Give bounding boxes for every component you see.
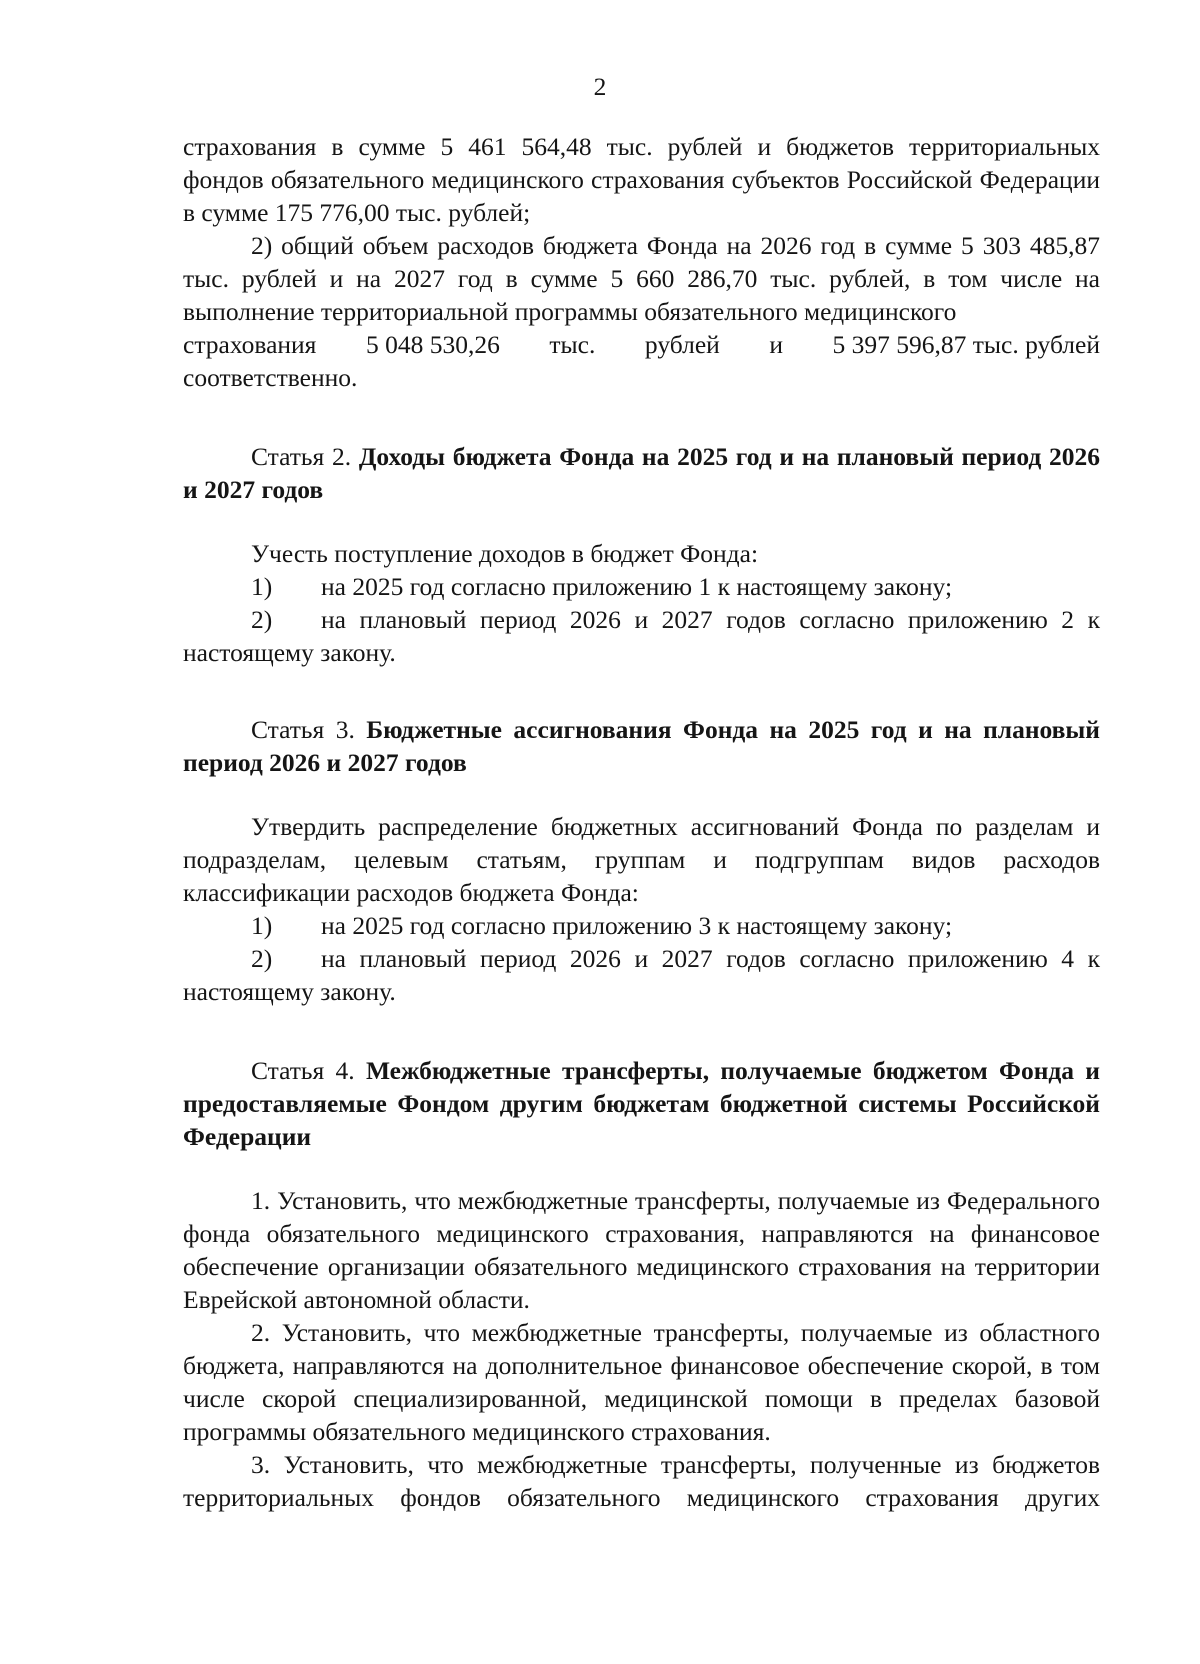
list-item	[183, 603, 1100, 669]
list-item-number: 2)	[251, 605, 273, 634]
article-4-prefix: Статья 4.	[251, 1056, 355, 1085]
article-4-paragraph-1: 1. Установить, что межбюджетные трансферты, получаемые из Федерального фонда обязательного медицинского страхования, направляются на финансовое обеспечение организации обязательного медицинского страхования на территории Еврейской автономной области.	[183, 1186, 1100, 1314]
article-4-title: Межбюджетные трансферты, получаемые бюджетом Фонда и предоставляемые Фондом другим бюджетам бюджетной системы Российской Федерации	[183, 1056, 1100, 1151]
list-item-number: 1)	[251, 911, 273, 940]
intro-paragraph-2: 2) общий объем расходов бюджета Фонда на 2026 год в сумме 5 303 485,87 тыс. рублей и на 2027 год в сумме 5 660 286,70 тыс. рублей, в том числе на выполнение территориальной программы обязательного медицинского	[183, 231, 1100, 326]
list-item-number: 2)	[251, 944, 273, 973]
list-item-text: на плановый период 2026 и 2027 годов согласно приложению 2 к настоящему закону.	[183, 605, 1100, 667]
article-2-lead: Учесть поступление доходов в бюджет Фонда:	[251, 539, 759, 568]
spread-word: 5 048 530,26	[365, 330, 500, 359]
list-item-text: на плановый период 2026 и 2027 годов согласно приложению 4 к настоящему закону.	[183, 944, 1100, 1006]
article-4-heading	[183, 1054, 1100, 1153]
document-body	[183, 130, 1100, 1514]
spread-word: и	[769, 330, 783, 359]
list-item	[183, 570, 1100, 603]
list-item	[183, 909, 1100, 942]
article-2-title: Доходы бюджета Фонда на 2025 год и на плановый период 2026 и 2027 годов	[183, 442, 1100, 504]
page-number: 2	[593, 72, 607, 101]
spread-word: 5 397 596,87 тыс. рублей	[832, 330, 1100, 359]
article-3-title: Бюджетные ассигнования Фонда на 2025 год и на плановый период 2026 и 2027 годов	[183, 715, 1101, 777]
intro-section	[183, 130, 1100, 394]
list-item-text: на 2025 год согласно приложению 1 к настоящему закону;	[321, 572, 953, 601]
list-item	[183, 942, 1100, 1008]
intro-paragraph-1: страхования в сумме 5 461 564,48 тыс. рублей и бюджетов территориальных фондов обязательного медицинского страхования субъектов Российской Федерации в сумме 175 776,00 тыс. рублей;	[183, 132, 1100, 227]
article-4-paragraph-3: 3. Установить, что межбюджетные трансферты, полученные из бюджетов территориальных фондов обязательного медицинского страхования других	[183, 1450, 1100, 1512]
list-item-number: 1)	[251, 572, 273, 601]
spread-word: рублей	[644, 330, 720, 359]
spread-word: тыс.	[549, 330, 596, 359]
article-2-prefix: Статья 2.	[251, 442, 352, 471]
article-2	[183, 440, 1100, 669]
article-4-paragraph-2: 2. Установить, что межбюджетные трансферты, получаемые из областного бюджета, направляются на дополнительное финансовое обеспечение скорой, в том числе скорой специализированной, медицинской помощи в пределах базовой программы обязательного медицинского страхования.	[183, 1318, 1100, 1446]
spread-word: страхования	[183, 330, 317, 359]
intro-paragraph-2-end: соответственно.	[183, 363, 358, 392]
article-2-heading	[183, 440, 1100, 506]
list-item-text: на 2025 год согласно приложению 3 к настоящему закону;	[321, 911, 953, 940]
article-3	[183, 713, 1100, 1008]
article-4	[183, 1054, 1100, 1514]
article-3-prefix: Статья 3.	[251, 715, 355, 744]
article-3-heading	[183, 713, 1100, 779]
article-3-lead: Утвердить распределение бюджетных ассигнований Фонда по разделам и подразделам, целевым статьям, группам и подгруппам видов расходов классификации расходов бюджета Фонда:	[183, 812, 1100, 907]
intro-spread-line	[183, 328, 1100, 361]
